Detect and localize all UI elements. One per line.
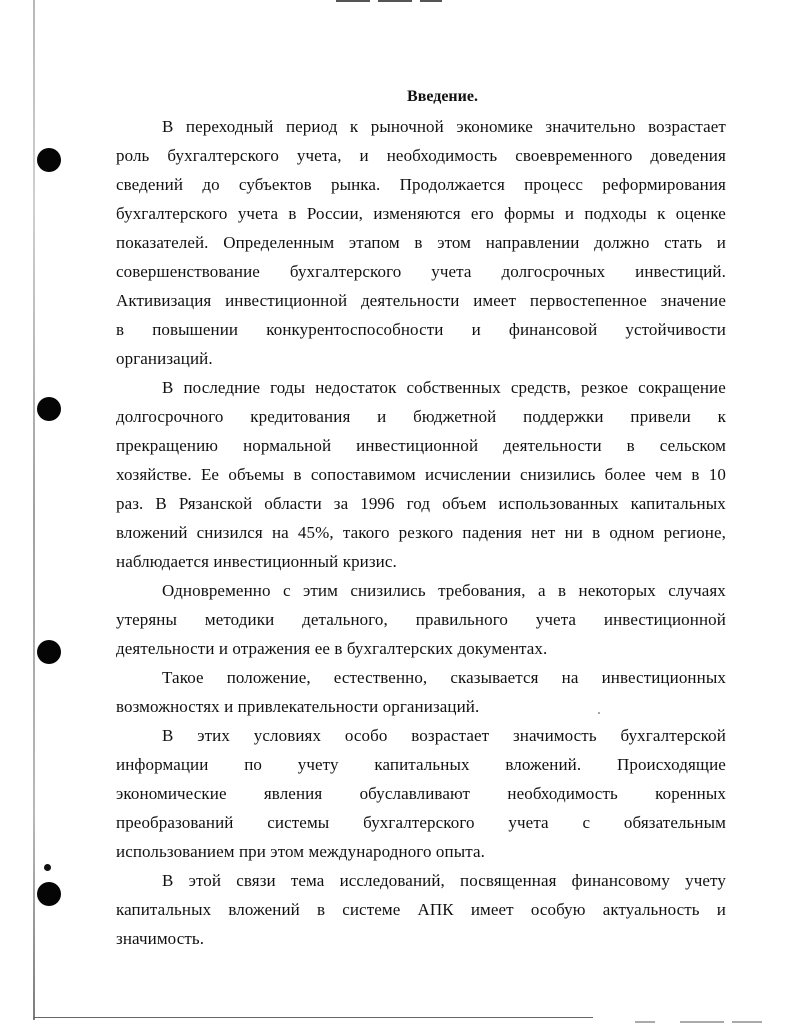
scan-artifact-top — [336, 0, 370, 2]
text-line: В последние годы недостаток собственных средств, резкое сокращение — [162, 378, 726, 397]
punch-hole-icon — [37, 640, 61, 664]
scan-artifact-top — [378, 0, 412, 2]
text-line: В переходный период к рыночной экономике значительно возрастает — [162, 117, 726, 136]
text-line: наблюдается инвестиционный кризис. — [116, 552, 397, 571]
text-line: долгосрочного кредитования и бюджетной поддержки привели к — [116, 407, 726, 426]
text-line: организаций. — [116, 349, 213, 368]
text-line: Одновременно с этим снизились требования, а в некоторых случаях — [162, 581, 726, 600]
scan-artifact-top — [420, 0, 442, 2]
scan-artifact-bottom — [680, 1021, 724, 1023]
scan-artifact-bottom — [732, 1021, 762, 1023]
text-line: преобразований системы бухгалтерского учета с обязательным — [116, 813, 726, 832]
text-line: роль бухгалтерского учета, и необходимость своевременного доведения — [116, 146, 726, 165]
punch-hole-icon — [37, 148, 61, 172]
scan-bottom-border — [33, 1017, 593, 1018]
ink-dot-icon — [44, 864, 51, 871]
text-line: вложений снизился на 45%, такого резкого падения нет ни в одном регионе, — [116, 523, 726, 542]
text-line: показателей. Определенным этапом в этом направлении должно стать и — [116, 233, 726, 252]
text-line: хозяйстве. Ее объемы в сопоставимом исчислении снизились более чем в 10 — [116, 465, 726, 484]
text-line: экономические явления обуславливают необходимость коренных — [116, 784, 726, 803]
text-line: Активизация инвестиционной деятельности имеет первостепенное значение — [116, 291, 726, 310]
text-line: информации по учету капитальных вложений. Происходящие — [116, 755, 726, 774]
text-line: Такое положение, естественно, сказывается на инвестиционных — [162, 668, 726, 687]
text-line: В этих условиях особо возрастает значимость бухгалтерской — [162, 726, 726, 745]
text-line: утеряны методики детального, правильного учета инвестиционной — [116, 610, 726, 629]
scan-left-border — [33, 0, 35, 1020]
text-line: бухгалтерского учета в России, изменяются его формы и подходы к оценке — [116, 204, 726, 223]
punch-hole-icon — [37, 397, 61, 421]
text-line: возможностях и привлекательности организаций. — [116, 697, 480, 716]
scan-artifact-bottom — [635, 1021, 655, 1023]
text-line: капитальных вложений в системе АПК имеет особую актуальность и — [116, 900, 726, 919]
text-line: использованием при этом международного опыта. — [116, 842, 485, 861]
text-line: деятельности и отражения ее в бухгалтерских документах. — [116, 639, 548, 658]
text-line: прекращению нормальной инвестиционной деятельности в сельском — [116, 436, 726, 455]
text-line: раз. В Рязанской области за 1996 год объем использованных капитальных — [116, 494, 726, 513]
text-line: совершенствование бухгалтерского учета долгосрочных инвестиций. — [116, 262, 726, 281]
text-line: значимость. — [116, 929, 205, 948]
punch-hole-icon — [37, 882, 61, 906]
text-line: В этой связи тема исследований, посвященная финансовому учету — [162, 871, 726, 890]
text-line: сведений до субъектов рынка. Продолжается процесс реформирования — [116, 175, 726, 194]
text-line: в повышении конкурентоспособности и финансовой устойчивости — [116, 320, 726, 339]
document-title: Введение. — [407, 88, 478, 105]
